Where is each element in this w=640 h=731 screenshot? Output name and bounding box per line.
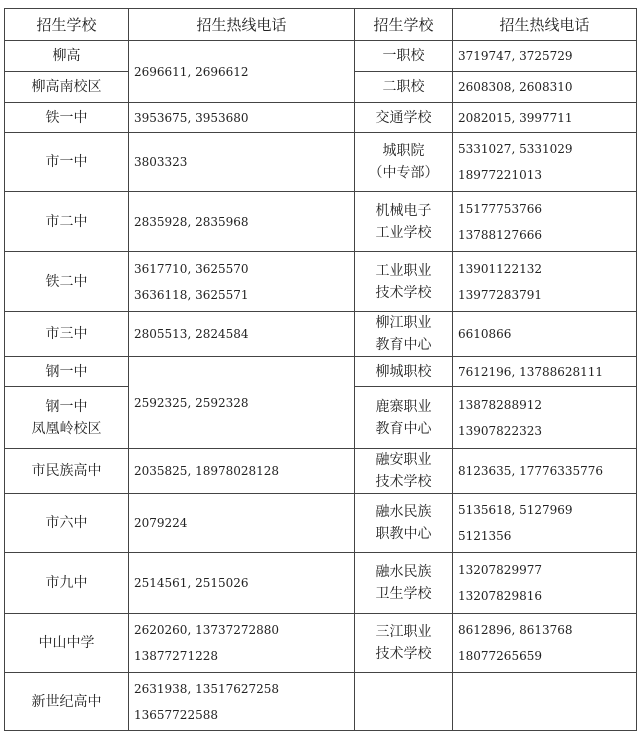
table-row	[5, 673, 637, 731]
school-name-line1: 融水民族	[375, 504, 432, 520]
table-row	[5, 614, 637, 673]
phone-gongye	[453, 252, 637, 312]
school-rongshui	[355, 494, 453, 553]
empty-cell	[355, 673, 453, 731]
phone-shijiu	[129, 553, 355, 614]
phone-text: 18977221013	[458, 168, 542, 182]
phone-text: 13878288912	[458, 397, 542, 412]
school-shiyi: 市一中	[5, 133, 129, 192]
school-name-line1: 机械电子	[375, 202, 432, 219]
table-row	[5, 103, 637, 133]
phone-text: 6610866	[458, 327, 512, 341]
school-liugao: 柳高	[5, 41, 129, 72]
school-name-line2: 教育中心	[375, 337, 432, 353]
school-name-line1: 融水民族	[375, 564, 432, 580]
school-luzhai	[355, 387, 453, 449]
school-shijiu: 市九中	[5, 553, 129, 614]
phone-text: 2514561, 2515026	[134, 576, 249, 590]
school-name-line2: 工业学校	[375, 224, 432, 241]
phone-shier	[129, 192, 355, 252]
phone-text: 2082015, 3997711	[458, 110, 573, 125]
school-name-line2: 技术学校	[375, 646, 432, 662]
phone-text: 15177753766	[458, 201, 542, 216]
school-erzhi: 二职校	[355, 72, 453, 103]
phone-rongshui	[453, 494, 637, 553]
phone-rongan	[453, 449, 637, 494]
school-name-line1: 工业职业	[375, 262, 432, 279]
school-name-line2: 技术学校	[375, 284, 432, 301]
phone-text: 2631938, 13517627258	[134, 681, 280, 696]
school-name-line1: 融安职业	[375, 452, 432, 468]
phone-yizhi	[453, 41, 637, 72]
phone-text: 13207829816	[458, 589, 542, 603]
phone-jixie	[453, 192, 637, 252]
phone-text: 2035825, 18978028128	[134, 464, 280, 478]
phone-text: 2592325, 2592328	[134, 395, 249, 410]
phone-text: 2608308, 2608310	[458, 80, 573, 94]
phone-shiyi	[129, 133, 355, 192]
phone-liugao	[129, 41, 355, 103]
phone-text: 13788127666	[458, 227, 542, 242]
school-zhongshan: 中山中学	[5, 614, 129, 673]
school-name-line2: 凤凰岭校区	[31, 420, 102, 437]
phone-text: 13207829977	[458, 563, 542, 577]
header-school-left: 招生学校	[5, 9, 129, 41]
phone-text: 13907822323	[458, 423, 542, 438]
phone-rongshui-weisheng	[453, 553, 637, 614]
school-rongan	[355, 449, 453, 494]
school-minzu: 市民族高中	[5, 449, 129, 494]
phone-shiliu	[129, 494, 355, 553]
table-row	[5, 357, 637, 387]
header-phone-right: 招生热线电话	[453, 9, 637, 41]
empty-cell	[453, 673, 637, 731]
phone-luzhai	[453, 387, 637, 449]
phone-minzu	[129, 449, 355, 494]
phone-text: 5135618, 5127969	[458, 503, 573, 517]
school-shier: 市二中	[5, 192, 129, 252]
phone-text: 3953675, 3953680	[134, 110, 249, 125]
school-xinshiji: 新世纪高中	[5, 673, 129, 731]
school-tieyi: 铁一中	[5, 103, 129, 133]
school-liugao-south: 柳高南校区	[5, 72, 129, 103]
enrollment-hotline-table	[4, 8, 637, 731]
school-name-line2: （中专部）	[368, 165, 439, 181]
school-chengzhi	[355, 133, 453, 192]
phone-liucheng	[453, 357, 637, 387]
phone-tieer	[129, 252, 355, 312]
phone-text: 8612896, 8613768	[458, 623, 573, 637]
table-row	[5, 41, 637, 72]
phone-text: 2835928, 2835968	[134, 214, 249, 229]
table-row	[5, 133, 637, 192]
school-name-line2: 卫生学校	[375, 586, 432, 602]
phone-text: 13877271228	[134, 649, 218, 663]
school-name-line2: 职教中心	[375, 526, 432, 542]
school-jiaotong: 交通学校	[355, 103, 453, 133]
table-row	[5, 494, 637, 553]
table-row	[5, 192, 637, 252]
school-jixie	[355, 192, 453, 252]
phone-text: 13977283791	[458, 287, 542, 302]
school-name-line2: 教育中心	[375, 420, 432, 437]
phone-xinshiji	[129, 673, 355, 731]
phone-text: 2620260, 13737272880	[134, 623, 280, 637]
phone-text: 13657722588	[134, 707, 218, 722]
phone-tieyi	[129, 103, 355, 133]
school-name-line1: 柳江职业	[375, 315, 432, 331]
phone-text: 2696611, 2696612	[134, 64, 249, 79]
phone-text: 2805513, 2824584	[134, 327, 249, 341]
school-name-line2: 技术学校	[375, 474, 432, 490]
phone-text: 7612196, 13788628111	[458, 364, 604, 379]
phone-text: 13901122132	[458, 261, 542, 276]
phone-text: 3636118, 3625571	[134, 287, 249, 302]
school-liujiang	[355, 312, 453, 357]
header-phone-left: 招生热线电话	[129, 9, 355, 41]
school-tieer: 铁二中	[5, 252, 129, 312]
phone-gangyi	[129, 357, 355, 449]
school-shiliu: 市六中	[5, 494, 129, 553]
phone-text: 3617710, 3625570	[134, 261, 249, 276]
phone-text: 3803323	[134, 155, 188, 169]
phone-erzhi	[453, 72, 637, 103]
table-row	[5, 252, 637, 312]
school-name-line1: 鹿寨职业	[375, 398, 432, 415]
table-row	[5, 449, 637, 494]
phone-shisan	[129, 312, 355, 357]
school-rongshui-weisheng	[355, 553, 453, 614]
header-school-right: 招生学校	[355, 9, 453, 41]
phone-text: 8123635, 17776335776	[458, 464, 604, 478]
school-shisan: 市三中	[5, 312, 129, 357]
phone-jiaotong	[453, 103, 637, 133]
school-gangyi-fenghuangling	[5, 387, 129, 449]
table-row	[5, 312, 637, 357]
school-yizhi: 一职校	[355, 41, 453, 72]
school-gangyi: 钢一中	[5, 357, 129, 387]
phone-text: 5331027, 5331029	[458, 142, 573, 156]
school-liucheng: 柳城职校	[355, 357, 453, 387]
phone-text: 18077265659	[458, 649, 542, 663]
school-name-line1: 钢一中	[45, 398, 88, 415]
phone-text: 5121356	[458, 529, 512, 543]
header-row	[5, 9, 637, 41]
phone-chengzhi	[453, 133, 637, 192]
phone-text: 3719747, 3725729	[458, 49, 573, 63]
school-sanjiang	[355, 614, 453, 673]
phone-text: 2079224	[134, 516, 188, 530]
school-gongye	[355, 252, 453, 312]
table-row	[5, 553, 637, 614]
phone-sanjiang	[453, 614, 637, 673]
phone-liujiang	[453, 312, 637, 357]
phone-zhongshan	[129, 614, 355, 673]
school-name-line1: 三江职业	[375, 624, 432, 640]
school-name-line1: 城职院	[382, 143, 425, 159]
